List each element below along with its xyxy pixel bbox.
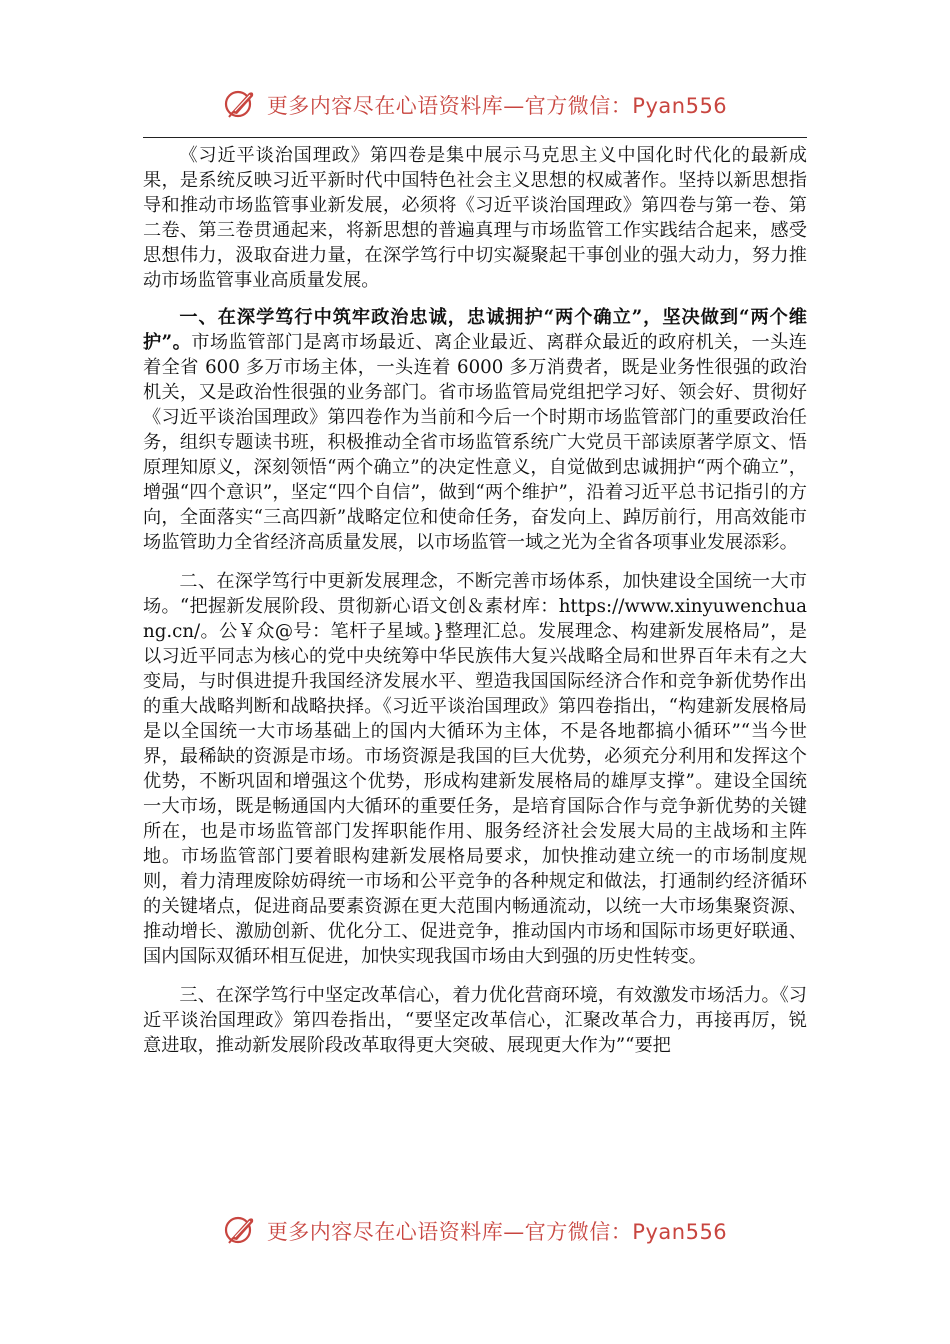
paragraph-intro: [143, 143, 807, 293]
section-2-text: 二、在深学笃行中更新发展理念，不断完善市场体系，加快建设全国统一大市场。“把握新发展阶段、贯彻新心语文创＆素材库：https://www.xinyuwenchuang.cn/。公￥众@号：笔杆子星域。}整理汇总。发展理念、构建新发展格局”，是以习近平同志为核心的党中央统筹中华民族伟大复兴战略全局和世界百年未有之大变局，与时俱进提升我国经济发展水平、塑造我国国际经济合作和竞争新优势作出的重大战略判断和战略抉择。《习近平谈治国理政》第四卷指出，“构建新发展格局是以全国统一大市场基础上的国内大循环为主体，不是各地都搞小循环”“当今世界，最稀缺的资源是市场。市场资源是我国的巨大优势，必须充分利用和发挥这个优势，不断巩固和增强这个优势，形成构建新发展格局的雄厚支撑”。建设全国统一大市场，既是畅通国内大循环的重要任务，是培育国际合作与竞争新优势的关键所在，也是市场监管部门发挥职能作用、服务经济社会发展大局的主战场和主阵地。市场监管部门要着眼构建新发展格局要求，加快推动建立统一的市场制度规则，着力清理废除妨碍统一市场和公平竞争的各种规定和做法，打通制约经济循环的关键堵点，促进商品要素资源在更大范围内畅通流动，以统一大市场集聚资源、推动增长、激励创新、优化分工、促进竞争，推动国内市场和国际市场更好联通、国内国际双循环相互促进，加快实现我国市场由大到强的历史性转变。: [143, 571, 807, 967]
section-3-text: 三、在深学笃行中坚定改革信心，着力优化营商环境，有效激发市场活力。《习近平谈治国理政》第四卷指出，“要坚定改革信心，汇聚改革合力，再接再厉，锐意进取，推动新发展阶段改革取得更大突破、展现更大作为”“要把: [143, 985, 807, 1056]
quill-pen-logo-icon: [223, 1213, 259, 1249]
document-body: [143, 143, 807, 1058]
header-banner: [0, 85, 950, 125]
header-divider: [143, 137, 807, 138]
paragraph-intro-text: 《习近平谈治国理政》第四卷是集中展示马克思主义中国化时代化的最新成果，是系统反映习近平新时代中国特色社会主义思想的权威著作。坚持以新思想指导和推动市场监管事业新发展，必须将《习近平谈治国理政》第四卷与第一卷、第二卷、第三卷贯通起来，将新思想的普遍真理与市场监管工作实践结合起来，感受思想伟力，汲取奋进力量，在深学笃行中切实凝聚起干事创业的强大动力，努力推动市场监管事业高质量发展。: [143, 145, 807, 291]
footer-banner: [0, 1211, 950, 1251]
paragraph-section-2: [143, 569, 807, 969]
paragraph-section-3: [143, 983, 807, 1058]
section-1-text: 市场监管部门是离市场最近、离企业最近、离群众最近的政府机关，一头连着全省 600 多万市场主体，一头连着 6000 多万消费者，既是业务性很强的政治机关，又是政治性很强的业务部门。省市场监管局党组把学习好、领会好、贯彻好《习近平谈治国理政》第四卷作为当前和今后一个时期市场监管部门的重要政治任务，组织专题读书班，积极推动全省市场监管系统广大党员干部读原著学原文、悟原理知原义，深刻领悟“两个确立”的决定性意义，自觉做到忠诚拥护“两个确立”，增强“四个意识”，坚定“四个自信”，做到“两个维护”，沿着习近平总书记指引的方向，全面落实“三高四新”战略定位和使命任务，奋发向上、踔厉前行，用高效能市场监管助力全省经济高质量发展，以市场监管一域之光为全省各项事业发展添彩。: [143, 332, 807, 553]
paragraph-section-1: [143, 305, 807, 555]
quill-pen-logo-icon: [223, 87, 259, 123]
section-1-heading: 一、在深学笃行中筑牢政治忠诚，忠诚拥护“两个确立”，坚决做到“两个维护”。: [143, 307, 807, 353]
header-banner-text: 更多内容尽在心语资料库—官方微信：Pyan556: [266, 94, 728, 118]
footer-banner-text: 更多内容尽在心语资料库—官方微信：Pyan556: [266, 1220, 728, 1244]
